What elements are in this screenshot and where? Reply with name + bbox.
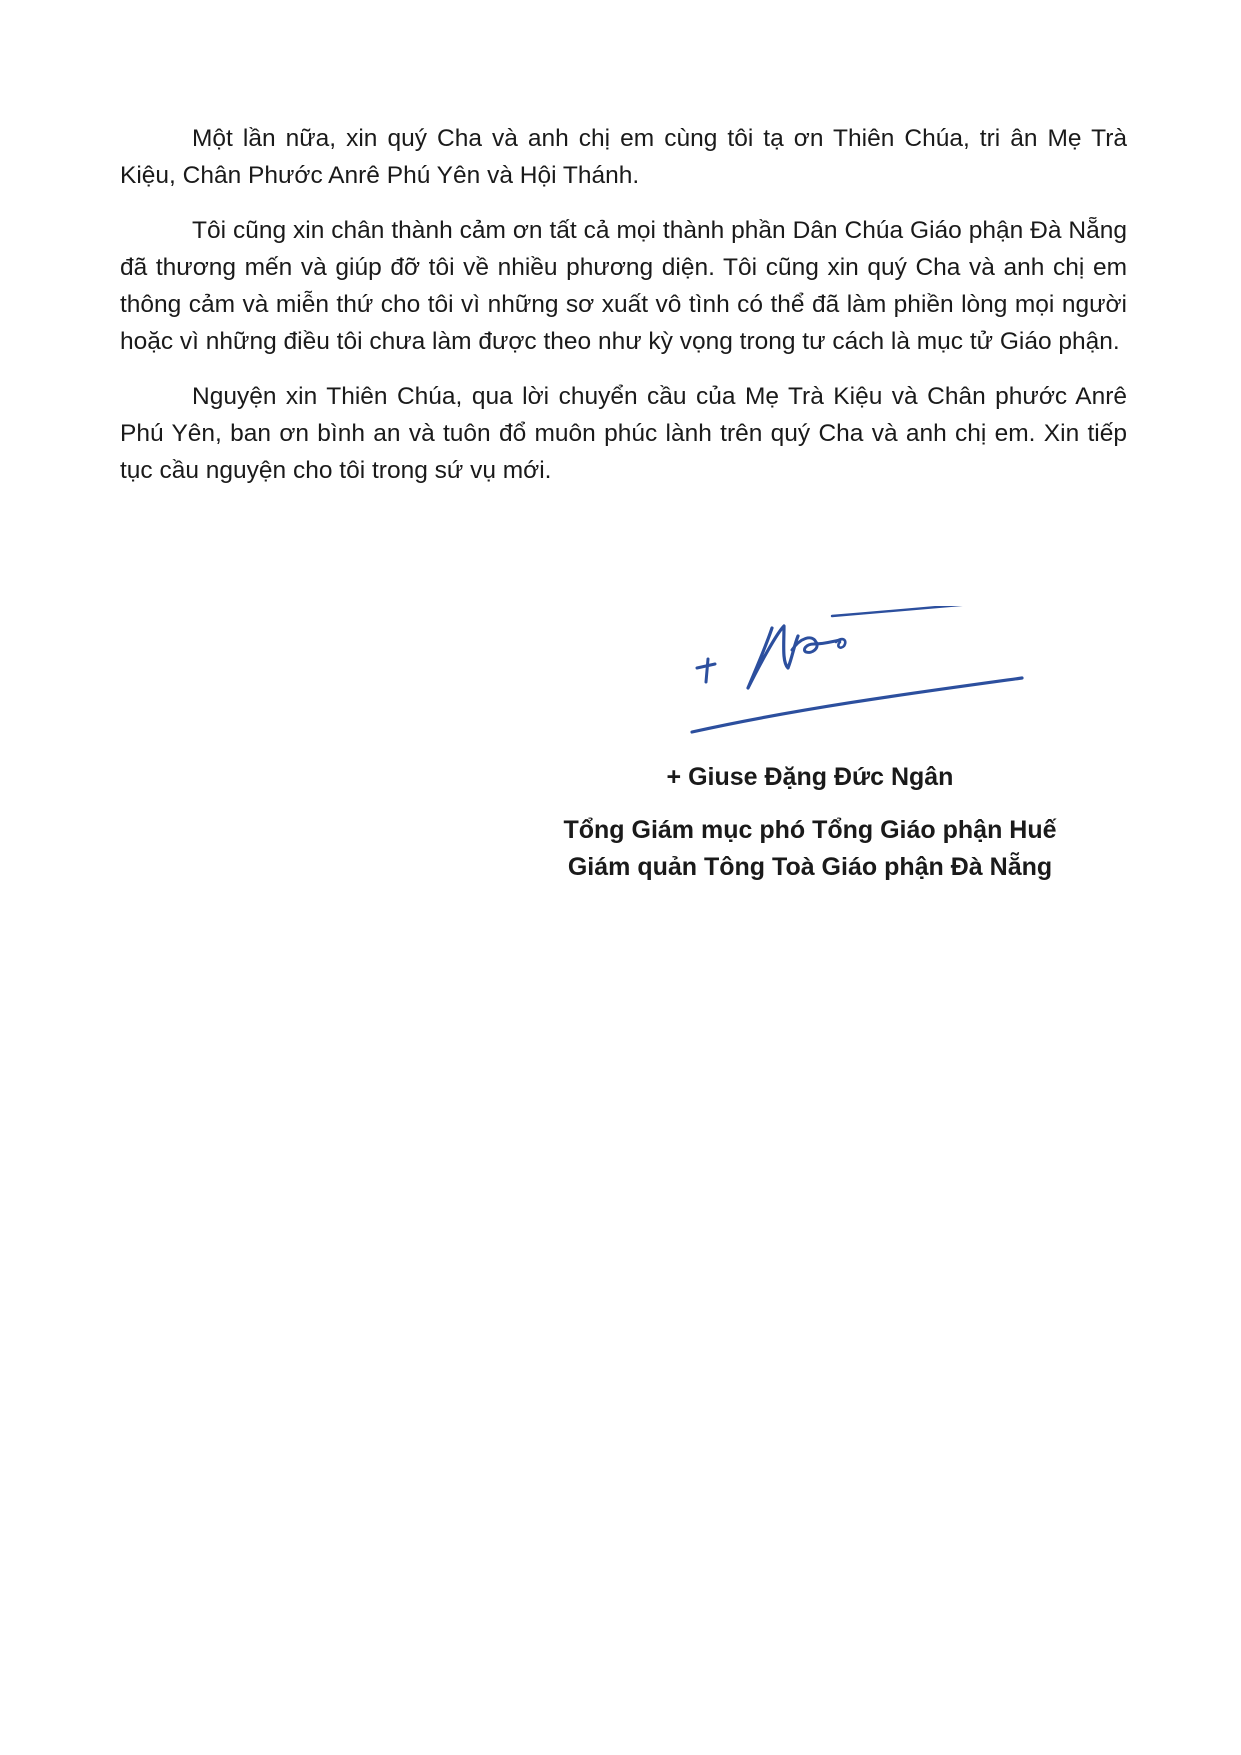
letter-body <box>120 120 1127 507</box>
paragraph-thanks-people: Tôi cũng xin chân thành cảm ơn tất cả mọi thành phần Dân Chúa Giáo phận Đà Nẵng đã thương mến và giúp đỡ tôi về nhiều phương diện. Tôi cũng xin quý Cha và anh chị em thông cảm và miễn thứ cho tôi vì những sơ xuất vô tình có thể đã làm phiền lòng mọi người hoặc vì những điều tôi chưa làm được theo như kỳ vọng trong tư cách là mục tử Giáo phận. <box>120 217 1127 355</box>
paragraph-blessing: Nguyện xin Thiên Chúa, qua lời chuyển cầu của Mẹ Trà Kiệu và Chân phước Anrê Phú Yên, ban ơn bình an và tuôn đổ muôn phúc lành trên quý Cha và anh chị em. Xin tiếp tục cầu nguyện cho tôi trong sứ vụ mới. <box>120 383 1127 484</box>
signature-top-flourish <box>832 606 972 616</box>
signatory-title-archbishop: Tổng Giám mục phó Tổng Giáo phận Huế <box>563 816 1057 844</box>
signatory-name: + Giuse Đặng Đức Ngân <box>666 763 954 791</box>
signature-cross-horizontal <box>697 664 715 668</box>
handwritten-signature <box>680 606 1040 756</box>
signatory-title-administrator: Giám quản Tông Toà Giáo phận Đà Nẵng <box>567 853 1053 881</box>
signature-letter-stroke <box>748 626 798 688</box>
paragraph-thanks-god: Một lần nữa, xin quý Cha và anh chị em cùng tôi tạ ơn Thiên Chúa, tri ân Mẹ Trà Kiệu, Chân Phước Anrê Phú Yên và Hội Thánh. <box>120 125 1127 189</box>
signature-loop-stroke <box>792 638 840 653</box>
signature-cross-vertical <box>706 659 708 682</box>
signature-curl-stroke <box>836 639 845 648</box>
signatory-block <box>500 760 1120 886</box>
signature-underline <box>692 678 1022 732</box>
